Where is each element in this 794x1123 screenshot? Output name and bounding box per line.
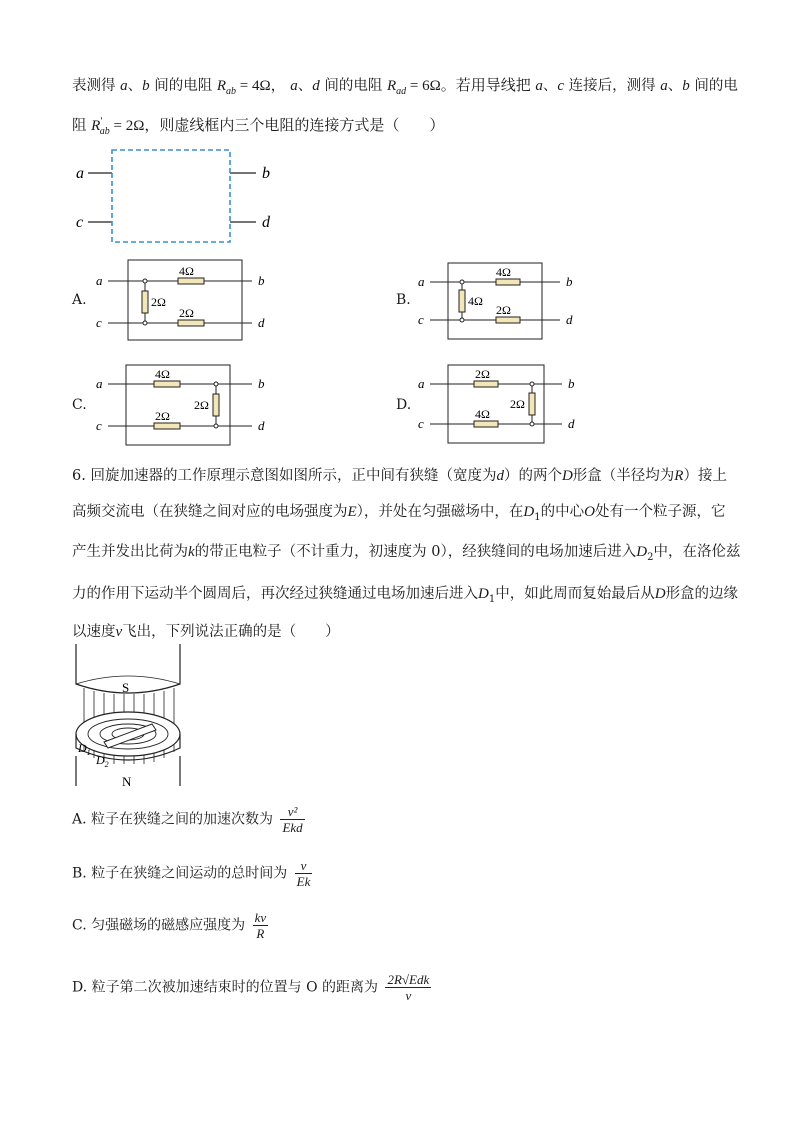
svg-text:b: b (566, 274, 573, 289)
option-b-label[interactable]: B. (396, 292, 411, 308)
pole-s-label: S (122, 680, 130, 695)
q6-line-3: 产生并发出比荷为k的带正电粒子（不计重力，初速度为 0），经狭缝间的电场加速后进入$D_2$中，在洛伦兹 (72, 544, 741, 563)
terminal-c: c (76, 214, 84, 231)
svg-text:a: a (418, 274, 425, 289)
resistor-top (496, 279, 520, 285)
terminal-d: d (262, 214, 270, 231)
intro-line-2: 阻 $R'_{ab} = 2\Omega$，则虚线框内三个电阻的连接方式是（ ） (72, 117, 445, 137)
svg-text:b: b (258, 273, 265, 288)
q6-line-5: 以速度v飞出，下列说法正确的是（ ） (72, 624, 340, 640)
svg-text:b: b (568, 376, 575, 391)
answer-c[interactable]: C. 匀强磁场的磁感应强度为 $\frac{kv}{R}$ (72, 910, 267, 941)
svg-text:2Ω: 2Ω (151, 295, 166, 309)
answer-b[interactable]: B. 粒子在狭缝之间运动的总时间为 $\frac{v}{Ek}$ (72, 858, 311, 889)
option-b-circuit (412, 260, 602, 344)
fraction-b: $\frac{v}{Ek}$ (296, 858, 311, 889)
option-a-label[interactable]: A. (72, 292, 87, 308)
resistor-vertical (142, 291, 148, 313)
svg-text:b: b (258, 376, 265, 391)
option-c-circuit (90, 362, 280, 450)
terminal-b: b (262, 165, 270, 182)
svg-text:d: d (566, 312, 573, 327)
svg-text:2Ω: 2Ω (194, 398, 209, 412)
dashed-box-diagram (60, 140, 300, 250)
resistor-vertical (213, 394, 219, 416)
svg-text:2Ω: 2Ω (510, 397, 525, 411)
svg-text:c: c (96, 418, 102, 433)
svg-text:2Ω: 2Ω (155, 409, 170, 423)
svg-text:4Ω: 4Ω (155, 367, 170, 381)
svg-text:4Ω: 4Ω (496, 265, 511, 279)
option-a-circuit (90, 257, 280, 345)
svg-text:2Ω: 2Ω (475, 367, 490, 381)
resistor-bottom (154, 423, 180, 429)
terminal-a: a (76, 165, 84, 182)
answer-a[interactable]: A. 粒子在狭缝之间的加速次数为 $\frac{\text{v²}}{\text{Ekd}}$ (72, 804, 303, 835)
svg-text:2Ω: 2Ω (179, 306, 194, 320)
cyclotron-figure (66, 644, 196, 794)
svg-text:c: c (418, 416, 424, 431)
resistor-vertical (459, 290, 465, 312)
resistor-top (178, 278, 204, 284)
svg-text:d: d (568, 416, 575, 431)
resistor-top (154, 381, 180, 387)
resistor-bottom (496, 317, 520, 323)
fraction-d: $\frac{\text{2R√Edk}}{v}$ (387, 972, 430, 1003)
intro-line-1: 表测得 a、b 间的电阻 $R_{ab} = 4\Omega$， a、d 间的电阻 $R_{ad} = 6\Omega$。若用导线把 a、c 连接后，测得 a、b 间的电 (72, 78, 738, 97)
svg-text:d: d (258, 418, 265, 433)
svg-text:a: a (96, 376, 103, 391)
q6-line-4: 力的作用下运动半个圆周后，再次经过狭缝通过电场加速后进入$D_1$中，如此周而复始最后从D形盒的边缘 (72, 586, 739, 605)
resistor-vertical (529, 393, 535, 415)
q6-line-1: 6. 回旋加速器的工作原理示意图如图所示，正中间有狭缝（宽度为d）的两个D形盒（半径均为R）接上 (72, 468, 727, 484)
svg-text:2Ω: 2Ω (496, 303, 511, 317)
answer-d[interactable]: D. 粒子第二次被加速结束时的位置与 O 的距离为 $\frac{\text{2R√Edk}}{v}$ (72, 972, 430, 1003)
dashed-box (112, 150, 230, 242)
option-c-label[interactable]: C. (72, 397, 87, 413)
svg-text:a: a (96, 273, 103, 288)
svg-text:a: a (418, 376, 425, 391)
resistor-bottom (474, 421, 498, 427)
svg-text:4Ω: 4Ω (468, 294, 483, 308)
svg-text:4Ω: 4Ω (179, 264, 194, 278)
q6-line-2: 高频交流电（在狭缝之间对应的电场强度为E），并处在匀强磁场中，在$D_1$的中心O处有一个粒子源，它 (72, 504, 726, 523)
resistor-top (474, 381, 498, 387)
svg-text:d: d (258, 315, 265, 330)
option-d-circuit (412, 362, 602, 446)
fraction-a: $\frac{\text{v²}}{\text{Ekd}}$ (282, 804, 303, 835)
pole-n-label: N (122, 774, 132, 789)
svg-text:c: c (418, 312, 424, 327)
fraction-c: $\frac{kv}{R}$ (254, 910, 267, 941)
svg-text:4Ω: 4Ω (475, 407, 490, 421)
d2-label: $D_2$ (96, 753, 109, 769)
d1-label: $D_1$ (78, 741, 91, 757)
resistor-bottom (178, 320, 204, 326)
option-d-label[interactable]: D. (396, 397, 412, 413)
svg-text:c: c (96, 315, 102, 330)
